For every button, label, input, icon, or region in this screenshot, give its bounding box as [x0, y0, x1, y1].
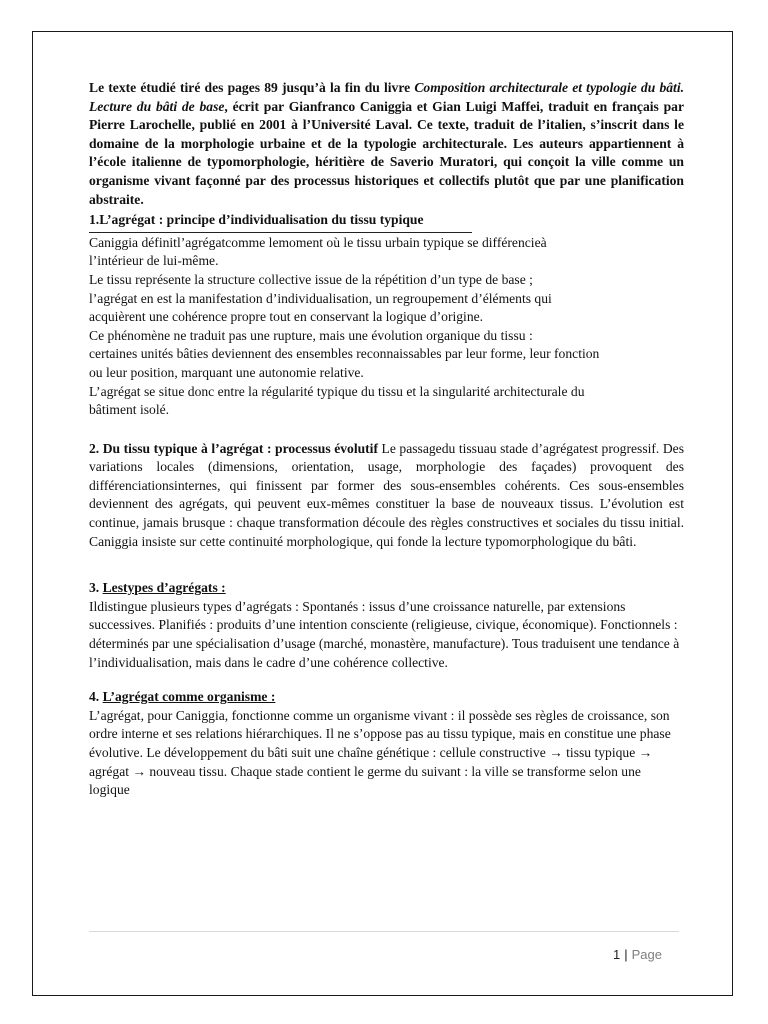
page-number: 1: [613, 947, 621, 962]
intro-paragraph: [89, 79, 684, 209]
section-3-title: Lestypes d’agrégats :: [102, 580, 226, 596]
section-1-line: Ce phénomène ne traduit pas une rupture, mais une évolution organique du tissu :: [89, 327, 533, 343]
section-1-line: L’agrégat se situe donc entre la régularité typique du tissu et la singularité architecturale du: [89, 383, 585, 399]
section-3-body: Ildistingue plusieurs types d’agrégats : Spontanés : issus d’une croissance naturelle, par extensions successives. Planifiés : produits d’une intention consciente (religieuse, civique, économique). Fonctionnels : déterminés par une spécialisation d’usage (marché, monastère, manufacture). Tous traduisent une tendance à l’individualisation, mais dans le cadre d’une cohérence collective.: [89, 598, 680, 670]
section-4-title: L’agrégat comme organisme :: [102, 689, 276, 705]
intro-text-1: Le texte étudié tiré des pages 89 jusqu’à la fin du livre: [89, 80, 415, 95]
section-1-line: l’agrégat en est la manifestation d’individualisation, un regroupement d’éléments qui: [89, 290, 552, 306]
section-4-heading: 4. L’agrégat comme organisme :: [89, 689, 276, 705]
section-4-body: L’agrégat, pour Caniggia, fonctionne comme un organisme vivant : il possède ses règles de croissance, son ordre interne et ses relations hiérarchiques. Il ne s’oppose pas au tissu typique, mais en constitue une phase évolutive. Le développement du bâti suit une chaîne génétique : cellule constructive → tissu typique → agrégat → nouveau tissu. Chaque stade contient le germe du suivant : la ville se transforme selon une logique: [89, 707, 671, 798]
section-3-heading: 3. Lestypes d’agrégats :: [89, 580, 226, 596]
section-2-heading: 2. Du tissu typique à l’agrégat : processus évolutif: [89, 440, 378, 456]
section-1-line: acquièrent une cohérence propre tout en conservant la logique d’origine.: [89, 309, 484, 325]
section-1-body: [89, 234, 684, 420]
document-body: [89, 79, 684, 800]
page-label: Page: [631, 947, 662, 962]
footer-separator: |: [624, 947, 628, 962]
book-title: Composition architecturale et typologie du bâti. Lecture du bâti de base: [89, 80, 684, 114]
intro-text-2: , écrit par Gianfranco Caniggia et Gian Luigi Maffei, traduit en français par Pierre Larochelle, publié en 2001 à l’Université Laval. Ce texte, traduit de l’italien, s’inscrit dans le domaine de la morphologie urbaine et de la typologie architecturale. Les auteurs appartiennent à l’école italienne de typomorphologie, héritière de Saverio Muratori, qui conçoit la ville comme un organisme vivant façonné par des processus historiques et collectifs plutôt que par une planification abstraite.: [89, 98, 684, 207]
section-1-underline: [89, 232, 472, 233]
section-1-line: certaines unités bâties deviennent des ensembles reconnaissables par leur forme, leur fonction: [89, 346, 600, 362]
section-1-line: l’intérieur de lui-même.: [89, 253, 219, 269]
section-1-line: bâtiment isolé.: [89, 402, 170, 418]
section-2-paragraph: [89, 440, 684, 552]
section-1-line: ou leur position, marquant une autonomie relative.: [89, 364, 364, 380]
section-1-heading: 1.L’agrégat : principe d’individualisation du tissu typique: [89, 212, 424, 228]
footer-divider: [89, 931, 679, 932]
page-footer: [613, 947, 662, 962]
section-2-body: Le passagedu tissuau stade d’agrégatest progressif. Des variations locales (dimensions, orientation, usage, morphologie des façades) provoquent des différenciationsinternes, qui finissent par former des sous-ensembles cohérents. Ces sous-ensembles deviennent des agrégats, qui peuvent eux-mêmes constituer la base de nouveaux tissus. L’évolution est continue, jamais brusque : chaque transformation découle des règles constructives et sociales du tissu initial. Caniggia insiste sur cette continuité morphologique, qui fonde la lecture typomorphologique du bâti.: [89, 440, 684, 549]
section-1-line: Caniggia définitl’agrégatcomme lemoment où le tissu urbain typique se différencieà: [89, 234, 547, 250]
section-1-line: Le tissu représente la structure collective issue de la répétition d’un type de base ;: [89, 271, 533, 287]
